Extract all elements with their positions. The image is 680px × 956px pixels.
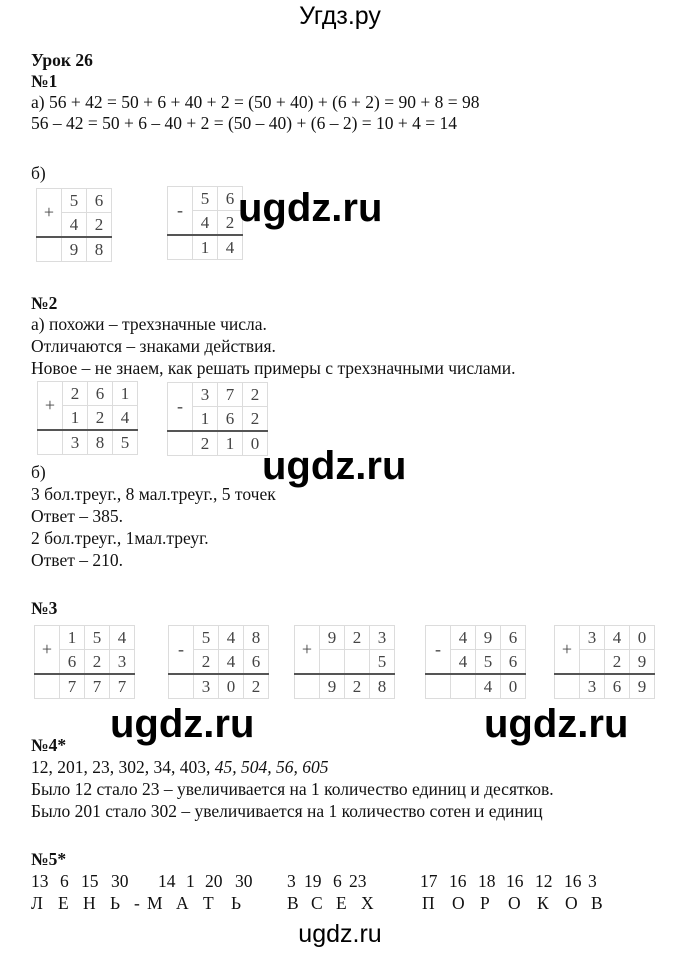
decoded-letter: А: [176, 893, 189, 913]
column-subtraction-table: [167, 186, 243, 260]
digit-cell: 4: [219, 626, 244, 650]
digit-cell: 6: [60, 650, 85, 675]
digit-cell: 3: [110, 650, 135, 675]
decoded-letter: Т: [203, 893, 214, 913]
column-subtraction-table: [425, 625, 526, 699]
digit-cell: 1: [60, 626, 85, 650]
result-digit: 5: [113, 430, 138, 455]
result-digit: 4: [218, 235, 243, 260]
result-digit: 9: [630, 674, 655, 699]
digit-cell: 5: [62, 189, 87, 213]
digit-cell: [580, 650, 605, 675]
result-digit: 8: [87, 237, 112, 262]
empty-cell: [168, 235, 193, 260]
decoded-letter: М: [147, 893, 163, 913]
digit-cell: 4: [113, 406, 138, 431]
result-digit: 0: [501, 674, 526, 699]
task2-b-line3: 2 бол.треуг., 1мал.треуг.: [31, 528, 209, 548]
code-number: 30: [235, 871, 253, 891]
task2-a-line1: а) похожи – трехзначные числа.: [31, 314, 267, 334]
result-digit: 1: [193, 235, 218, 260]
code-number: 17: [420, 871, 438, 891]
decoded-letter: П: [422, 893, 435, 913]
empty-cell: [168, 431, 193, 456]
code-number: 12: [535, 871, 553, 891]
code-number: 18: [478, 871, 496, 891]
decoded-letter: О: [452, 893, 465, 913]
digit-cell: 0: [630, 626, 655, 650]
result-digit: 7: [85, 674, 110, 699]
operator-sign: -: [168, 383, 193, 432]
watermark: ugdz.ru: [484, 702, 629, 746]
code-number: 3: [588, 871, 597, 891]
result-digit: 1: [218, 431, 243, 456]
result-digit: 6: [605, 674, 630, 699]
task4-line3: Было 201 стало 302 – увеличивается на 1 количество сотен и единиц: [31, 801, 543, 821]
digit-cell: 6: [501, 650, 526, 675]
decoded-letter: Р: [480, 893, 490, 913]
task2-b-line2: Ответ – 385.: [31, 506, 123, 526]
code-number: 15: [81, 871, 99, 891]
digit-cell: 4: [62, 213, 87, 238]
decoded-letter: Л: [31, 893, 43, 913]
digit-cell: 5: [85, 626, 110, 650]
digit-cell: 4: [605, 626, 630, 650]
result-digit: 7: [110, 674, 135, 699]
code-number: 3: [287, 871, 296, 891]
result-digit: 8: [88, 430, 113, 455]
digit-cell: 6: [244, 650, 269, 675]
digit-cell: 2: [345, 626, 370, 650]
empty-cell: [295, 674, 320, 699]
digit-cell: 6: [218, 407, 243, 432]
task2-label: №2: [31, 293, 58, 313]
digit-cell: 4: [193, 211, 218, 236]
digit-cell: 2: [243, 383, 268, 407]
digit-cell: 6: [501, 626, 526, 650]
digit-cell: 2: [88, 406, 113, 431]
task5-label: №5*: [31, 849, 67, 869]
digit-cell: 2: [87, 213, 112, 238]
decoded-letter: Ь: [110, 893, 121, 913]
code-number: 13: [31, 871, 49, 891]
digit-cell: 8: [244, 626, 269, 650]
digit-cell: 9: [476, 626, 501, 650]
digit-cell: 5: [194, 626, 219, 650]
digit-cell: 3: [370, 626, 395, 650]
site-title: Угдз.ру: [299, 2, 381, 30]
digit-cell: 6: [218, 187, 243, 211]
task1-a-line2: 56 – 42 = 50 + 6 – 40 + 2 = (50 – 40) + (6 – 2) = 10 + 4 = 14: [31, 113, 458, 133]
decoded-letter: В: [591, 893, 603, 913]
code-number: 30: [111, 871, 129, 891]
column-subtraction-table: [168, 625, 269, 699]
digit-cell: 4: [451, 626, 476, 650]
digit-cell: 1: [113, 382, 138, 406]
watermark: ugdz.ru: [110, 702, 255, 746]
task2-b-line1: 3 бол.треуг., 8 мал.треуг., 5 точек: [31, 484, 276, 504]
digit-cell: 4: [219, 650, 244, 675]
column-addition-table: [554, 625, 655, 699]
digit-cell: 2: [194, 650, 219, 675]
operator-sign: +: [295, 626, 320, 675]
digit-cell: 4: [110, 626, 135, 650]
task1-a-line1: а) 56 + 42 = 50 + 6 + 40 + 2 = (50 + 40) + (6 + 2) = 90 + 8 = 98: [31, 92, 480, 112]
result-digit: 7: [60, 674, 85, 699]
code-number: 19: [304, 871, 322, 891]
result-digit: 2: [345, 674, 370, 699]
task1-label: №1: [31, 71, 58, 91]
operator-sign: -: [169, 626, 194, 675]
task3-label: №3: [31, 598, 58, 618]
footer-watermark: ugdz.ru: [298, 920, 382, 948]
decoded-letter: К: [537, 893, 549, 913]
decoded-letter: Х: [361, 893, 374, 913]
digit-cell: 2: [218, 211, 243, 236]
decoded-letter: Е: [336, 893, 347, 913]
digit-cell: 1: [193, 407, 218, 432]
digit-cell: [345, 650, 370, 675]
result-digit: 2: [244, 674, 269, 699]
operator-sign: +: [555, 626, 580, 675]
result-digit: 3: [580, 674, 605, 699]
decoded-letter: -: [134, 893, 140, 913]
digit-cell: 2: [605, 650, 630, 675]
code-number: 16: [564, 871, 582, 891]
decoded-letter: Ь: [231, 893, 242, 913]
continued-sequence: 45, 504, 56, 605: [214, 757, 329, 777]
code-number: 16: [506, 871, 524, 891]
decoded-letter: С: [311, 893, 323, 913]
operator-sign: +: [37, 189, 62, 238]
watermark: ugdz.ru: [238, 186, 383, 230]
digit-cell: 3: [193, 383, 218, 407]
digit-cell: 9: [320, 626, 345, 650]
operator-sign: -: [426, 626, 451, 675]
empty-cell: [426, 674, 451, 699]
result-digit: 3: [63, 430, 88, 455]
decoded-letter: Е: [58, 893, 69, 913]
empty-cell: [35, 674, 60, 699]
task4-sequence: [31, 757, 329, 777]
code-number: 6: [60, 871, 69, 891]
digit-cell: 2: [243, 407, 268, 432]
lesson-title: Урок 26: [31, 50, 93, 70]
result-digit: 9: [320, 674, 345, 699]
task2-a-line2: Отличаются – знаками действия.: [31, 336, 276, 356]
result-digit: 4: [476, 674, 501, 699]
code-number: 6: [333, 871, 342, 891]
digit-cell: 2: [85, 650, 110, 675]
watermark: ugdz.ru: [262, 444, 407, 488]
digit-cell: 7: [218, 383, 243, 407]
task2-b-label: б): [31, 462, 46, 482]
task4-label: №4*: [31, 735, 67, 755]
digit-cell: 9: [630, 650, 655, 675]
operator-sign: +: [35, 626, 60, 675]
digit-cell: 5: [476, 650, 501, 675]
task1-b-label: б): [31, 163, 46, 183]
result-digit: 0: [243, 431, 268, 456]
operator-sign: +: [38, 382, 63, 431]
code-number: 14: [158, 871, 176, 891]
digit-cell: 2: [63, 382, 88, 406]
empty-cell: [37, 237, 62, 262]
empty-cell: [38, 430, 63, 455]
result-digit: 9: [62, 237, 87, 262]
decoded-letter: В: [287, 893, 299, 913]
code-number: 20: [205, 871, 223, 891]
column-subtraction-table: [167, 382, 268, 456]
task2-b-line4: Ответ – 210.: [31, 550, 123, 570]
code-number: 1: [186, 871, 195, 891]
column-addition-table: [34, 625, 135, 699]
digit-cell: [320, 650, 345, 675]
result-digit: [451, 674, 476, 699]
digit-cell: 3: [580, 626, 605, 650]
column-addition-table: [294, 625, 395, 699]
code-number: 16: [449, 871, 467, 891]
result-digit: 0: [219, 674, 244, 699]
digit-cell: 4: [451, 650, 476, 675]
result-digit: 3: [194, 674, 219, 699]
decoded-letter: Н: [83, 893, 96, 913]
decoded-letter: О: [508, 893, 521, 913]
digit-cell: 1: [63, 406, 88, 431]
decoded-letter: О: [565, 893, 578, 913]
task4-line2: Было 12 стало 23 – увеличивается на 1 количество единиц и десятков.: [31, 779, 554, 799]
empty-cell: [555, 674, 580, 699]
result-digit: 8: [370, 674, 395, 699]
digit-cell: 6: [88, 382, 113, 406]
empty-cell: [169, 674, 194, 699]
column-addition-table: [37, 381, 138, 455]
digit-cell: 5: [193, 187, 218, 211]
digit-cell: 6: [87, 189, 112, 213]
operator-sign: -: [168, 187, 193, 236]
code-number: 23: [349, 871, 367, 891]
digit-cell: 5: [370, 650, 395, 675]
task2-a-line3: Новое – не знаем, как решать примеры с трехзначными числами.: [31, 358, 516, 378]
result-digit: 2: [193, 431, 218, 456]
given-sequence: 12, 201, 23, 302, 34, 403,: [31, 757, 215, 777]
column-addition-table: [36, 188, 112, 262]
